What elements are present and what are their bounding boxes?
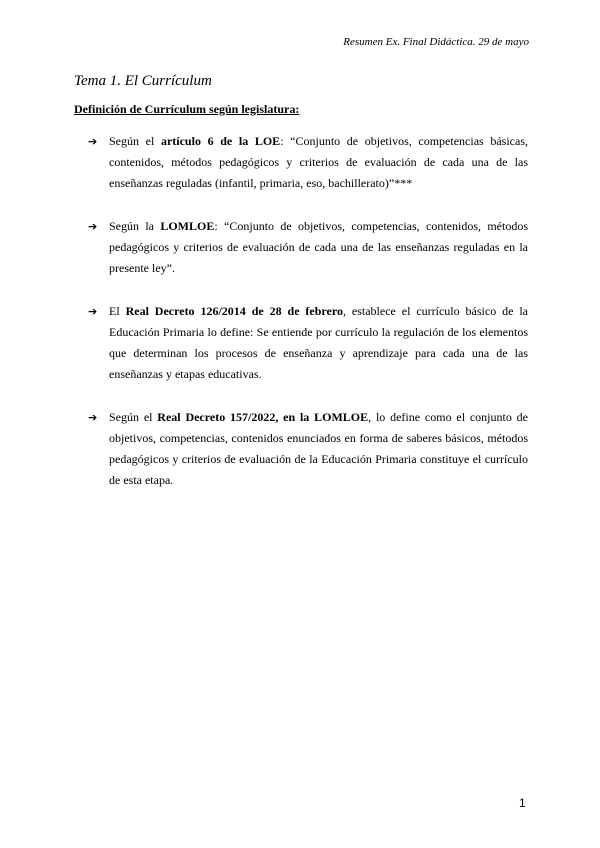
list-item xyxy=(88,407,528,491)
bullet-text-post: , lo define como el conjunto de objetivos, competencias, contenidos enunciados en forma de saberes básicos, métodos pedagógicos y criterios de evaluación de la Educación Primaria constituye el currículo de esta etapa. xyxy=(109,410,528,487)
bullet-text-post: , establece el currículo básico de la Educación Primaria lo define: Se entiende por currículo la regulación de los elementos que determinan los procesos de enseñanza y aprendizaje para cada una de las enseñanzas y etapas educativas. xyxy=(109,304,528,381)
running-header: Resumen Ex. Final Didáctica. 29 de mayo xyxy=(343,36,529,48)
list-item xyxy=(88,301,528,385)
bullet-text-pre: Según el xyxy=(109,134,161,148)
bullet-text-bold: Real Decreto 157/2022, en la LOMLOE xyxy=(157,410,369,424)
bullet-text-bold: LOMLOE xyxy=(160,219,215,233)
list-item xyxy=(88,131,528,194)
arrow-bullet-icon: ➔ xyxy=(88,135,98,148)
section-subtitle: Definición de Currículum según legislatura: xyxy=(74,102,300,116)
definition-list xyxy=(88,131,528,491)
bullet-text-bold: Real Decreto 126/2014 de 28 de febrero xyxy=(125,304,343,318)
arrow-bullet-icon: ➔ xyxy=(88,305,98,318)
page-number: 1 xyxy=(519,796,526,810)
list-item xyxy=(88,216,528,279)
bullet-text-post: : “Conjunto de objetivos, competencias, contenidos, métodos pedagógicos y criterios de evaluación de cada una de las enseñanzas reguladas en la presente ley”. xyxy=(109,219,528,275)
bullet-text-pre: Según el xyxy=(109,410,158,424)
arrow-bullet-icon: ➔ xyxy=(88,220,98,233)
bullet-text-post: : “Conjunto de objetivos, competencias básicas, contenidos, métodos pedagógicos y criterios de evaluación de cada una de las enseñanzas reguladas (infantil, primaria, eso, bachillerato)”*** xyxy=(109,134,528,190)
section-title: Tema 1. El Currículum xyxy=(74,73,212,89)
bullet-text-pre: Según la xyxy=(109,219,161,233)
bullet-text-bold: artículo 6 de la LOE xyxy=(160,134,281,148)
bullet-text-pre: El xyxy=(109,304,126,318)
arrow-bullet-icon: ➔ xyxy=(88,411,98,424)
